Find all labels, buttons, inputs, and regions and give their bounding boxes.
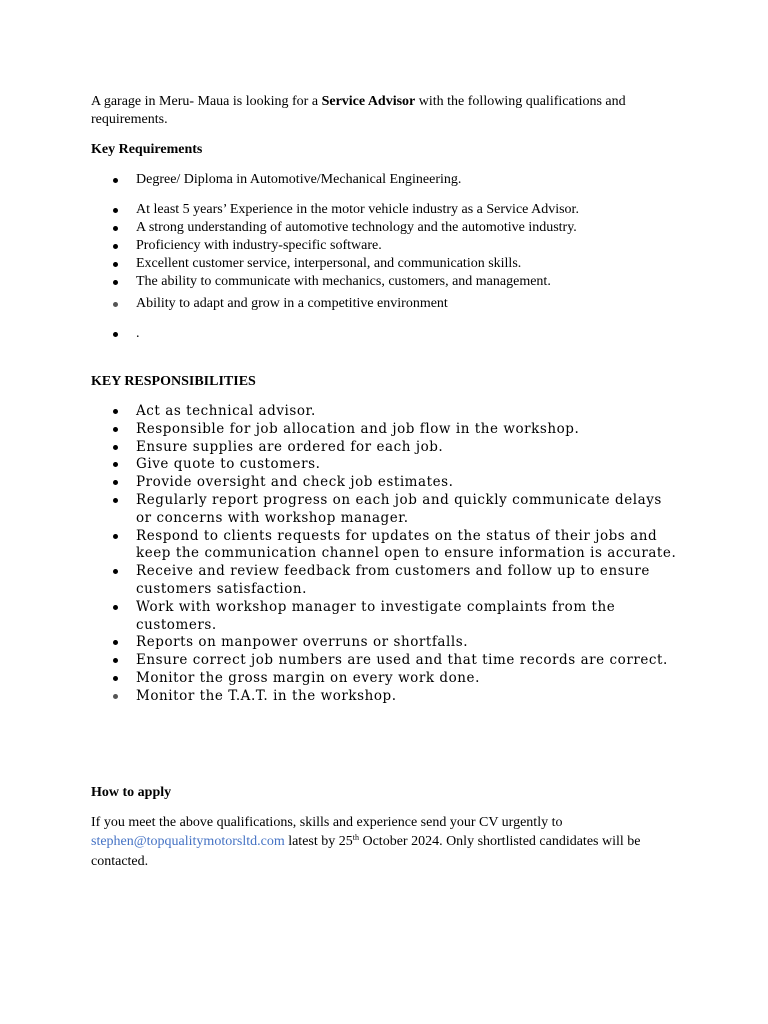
responsibility-item: Receive and review feedback from customers and follow up to ensure customers satisfaction. [91, 563, 681, 599]
apply-heading: How to apply [91, 784, 172, 800]
requirements-list [91, 171, 681, 343]
responsibility-item: Act as technical advisor. [91, 403, 681, 421]
requirement-item: Ability to adapt and grow in a competitive environment [91, 295, 681, 313]
responsibility-item: Ensure correct job numbers are used and that time records are correct. [91, 652, 681, 670]
intro-suffix: with the following qualifications and requirements. [91, 94, 626, 127]
responsibility-item: Give quote to customers. [91, 456, 681, 474]
apply-text-mid: latest by 25 [284, 834, 353, 850]
responsibility-item: Respond to clients requests for updates on the status of their jobs and keep the communication channel open to ensure information is accurate. [91, 528, 681, 564]
document-page [91, 93, 681, 871]
responsibility-item: Provide oversight and check job estimates. [91, 474, 681, 492]
requirement-item: At least 5 years’ Experience in the motor vehicle industry as a Service Advisor. [91, 201, 681, 219]
responsibility-item: Ensure supplies are ordered for each job. [91, 439, 681, 457]
requirement-item: . [91, 325, 681, 343]
requirement-item: Degree/ Diploma in Automotive/Mechanical Engineering. [91, 171, 681, 189]
responsibility-item: Monitor the gross margin on every work done. [91, 670, 681, 688]
requirement-item: The ability to communicate with mechanics, customers, and management. [91, 273, 681, 291]
responsibility-item: Regularly report progress on each job and quickly communicate delays or concerns with workshop manager. [91, 492, 681, 528]
responsibilities-heading: KEY RESPONSIBILITIES [91, 374, 256, 389]
email-link[interactable]: stephen@topqualitymotorsltd.com [91, 834, 285, 850]
responsibility-item: Work with workshop manager to investigate complaints from the customers. [91, 599, 681, 635]
intro-prefix: A garage in Meru- Maua is looking for a [91, 94, 322, 109]
apply-text-before: If you meet the above qualifications, skills and experience send your CV urgently to [91, 814, 563, 830]
responsibility-item: Monitor the T.A.T. in the workshop. [91, 688, 681, 706]
responsibilities-list [91, 403, 681, 706]
intro-paragraph [91, 93, 681, 129]
apply-paragraph [91, 813, 681, 872]
apply-text-after: October 2024. Only shortlisted candidates will be contacted. [91, 834, 641, 869]
date-ordinal-suffix: th [352, 833, 359, 843]
requirement-item: Excellent customer service, interpersonal, and communication skills. [91, 255, 681, 273]
intro-role: Service Advisor [321, 94, 416, 109]
responsibility-item: Reports on manpower overruns or shortfalls. [91, 634, 681, 652]
responsibility-item: Responsible for job allocation and job flow in the workshop. [91, 421, 681, 439]
requirements-heading: Key Requirements [91, 142, 203, 157]
requirement-item: Proficiency with industry-specific software. [91, 237, 681, 255]
requirement-item: A strong understanding of automotive technology and the automotive industry. [91, 219, 681, 237]
